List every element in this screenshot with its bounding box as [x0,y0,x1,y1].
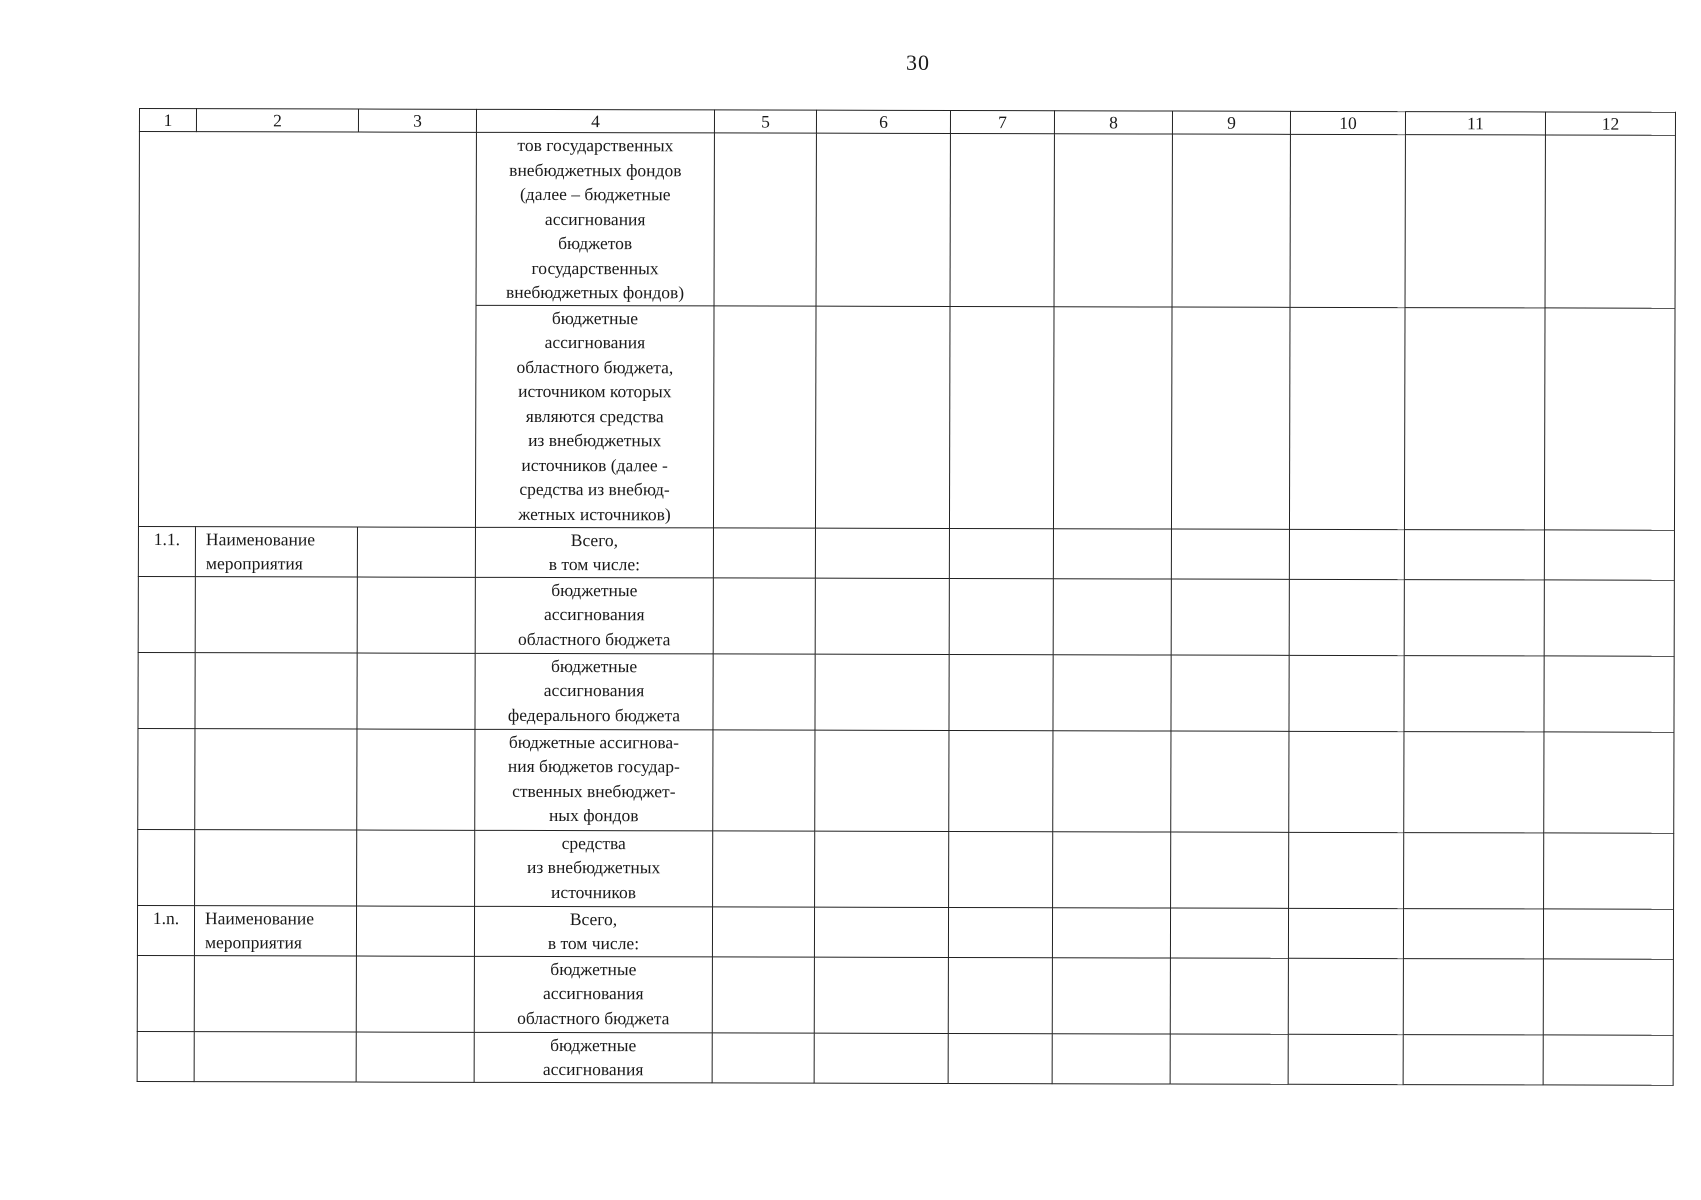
value-cell [1052,907,1170,957]
value-cell [1052,957,1170,1033]
value-cell [1544,529,1674,579]
column-number: 2 [196,109,358,132]
value-cell [948,907,1052,957]
value-cell [1171,832,1289,908]
value-cell [712,906,814,956]
value-cell [357,527,475,577]
value-cell [1289,655,1404,731]
value-cell [1053,578,1171,654]
item-number-cell [138,829,195,905]
table-row [138,526,1674,580]
table-row [137,1031,1673,1085]
item-number-cell [138,576,195,652]
value-cell [1544,655,1674,731]
value-cell [949,831,1053,907]
value-cell [815,730,949,831]
value-cell [1403,958,1543,1034]
column-number: 12 [1545,112,1675,135]
value-cell [1543,1034,1673,1084]
column-number: 7 [950,110,1054,133]
value-cell [1170,1034,1288,1084]
value-cell [356,1032,474,1082]
value-cell [357,653,475,729]
funding-source-cell: Всего, в том числе: [474,906,712,957]
column-number: 9 [1172,111,1290,134]
value-cell [1171,529,1289,579]
value-cell [1053,654,1171,730]
value-cell [1404,307,1545,529]
column-number: 10 [1290,111,1405,134]
column-number: 6 [816,110,950,133]
table-row [138,829,1674,909]
value-cell [1403,908,1543,958]
value-cell [1053,528,1171,578]
table-row [137,905,1673,959]
value-cell [713,527,815,577]
funding-source-cell: Всего, в том числе: [475,527,713,578]
value-cell [950,133,1054,306]
column-number: 3 [358,109,476,132]
value-cell [949,730,1053,831]
value-cell [1404,731,1544,832]
value-cell [1288,1034,1403,1084]
value-cell [357,830,475,906]
value-cell [1171,579,1289,655]
value-cell [814,1033,948,1083]
value-cell [1543,908,1673,958]
value-cell [713,830,815,906]
value-cell [948,1033,1052,1083]
value-cell [1404,529,1544,579]
value-cell [1544,731,1674,832]
merged-empty-cell [138,132,476,527]
item-number-cell [137,955,194,1031]
column-number: 5 [714,110,816,133]
value-cell [357,729,475,830]
value-cell [815,654,949,730]
value-cell [814,907,948,957]
value-cell [1289,832,1404,908]
value-cell [1289,579,1404,655]
value-cell [1543,958,1673,1034]
funding-source-cell: бюджетные ассигнования областного бюджета [475,577,713,654]
value-cell [712,956,814,1032]
value-cell [1288,958,1403,1034]
activity-name-cell [195,829,357,905]
value-cell [948,957,1052,1033]
value-cell [815,306,950,528]
funding-source-cell: бюджетные ассигнования [474,1032,712,1083]
value-cell [1170,908,1288,958]
value-cell [949,654,1053,730]
funding-source-cell: бюджетные ассигнования областного бюджета [474,956,712,1033]
activity-name-cell: Наименование мероприятия [194,905,356,955]
value-cell [1052,1033,1170,1083]
item-number-cell: 1.1. [138,526,195,576]
value-cell [714,133,816,306]
budget-table [137,108,1676,1085]
activity-name-cell: Наименование мероприятия [195,526,357,576]
value-cell [1404,579,1544,655]
value-cell [1053,306,1172,528]
value-cell [1405,135,1545,308]
value-cell [1171,731,1289,832]
value-cell [949,306,1054,528]
value-cell [1171,655,1289,731]
activity-name-cell [195,576,357,652]
item-number-cell: 1.n. [137,905,194,955]
value-cell [356,906,474,956]
value-cell [1053,730,1171,831]
item-number-cell [138,652,195,728]
table-row [137,955,1673,1035]
item-number-cell [137,1031,194,1081]
value-cell [814,957,948,1033]
value-cell [815,831,949,907]
value-cell [712,1032,814,1082]
value-cell [815,578,949,654]
value-cell [1172,134,1290,307]
activity-name-cell [195,652,357,728]
column-number: 4 [476,109,714,133]
value-cell [816,133,950,306]
page-number: 30 [906,50,930,75]
column-number: 1 [139,109,196,132]
value-cell [713,653,815,729]
value-cell [1053,831,1171,907]
item-number-cell [138,728,195,829]
funding-source-cell: бюджетные ассигнования областного бюджета, источником которых являются средства из внебюджетных источников (далее - средства из внебюд- жетных источников) [475,305,714,528]
value-cell [1544,579,1674,655]
value-cell [713,577,815,653]
value-cell [1544,832,1674,908]
table-row [138,652,1674,732]
value-cell [1170,958,1288,1034]
table-row [139,132,1675,308]
value-cell [1289,731,1404,832]
value-cell [356,956,474,1032]
value-cell [1171,307,1290,529]
value-cell [713,305,816,527]
value-cell [357,577,475,653]
column-number: 11 [1405,112,1545,135]
value-cell [1404,655,1544,731]
activity-name-cell [195,728,357,829]
funding-source-cell: тов государственных внебюджетных фондов (далее – бюджетные ассигнования бюджетов государственных внебюджетных фондов) [476,132,714,305]
activity-name-cell [194,955,356,1031]
value-cell [1404,832,1544,908]
funding-source-cell: средства из внебюджетных источников [475,830,713,907]
value-cell [1545,135,1675,308]
funding-source-cell: бюджетные ассигнова- ния бюджетов государ- ственных внебюджет- ных фондов [475,729,713,831]
value-cell [1054,134,1172,307]
column-number: 8 [1054,111,1172,134]
activity-name-cell [194,1031,356,1081]
value-cell [815,528,949,578]
funding-source-cell: бюджетные ассигнования федерального бюджета [475,653,713,730]
table-row [138,728,1674,833]
value-cell [1289,307,1405,529]
value-cell [1544,307,1675,529]
value-cell [949,578,1053,654]
value-cell [1290,134,1405,307]
value-cell [1289,529,1404,579]
value-cell [1288,908,1403,958]
table-row [138,576,1674,656]
value-cell [949,528,1053,578]
value-cell [1403,1034,1543,1084]
value-cell [713,729,815,830]
